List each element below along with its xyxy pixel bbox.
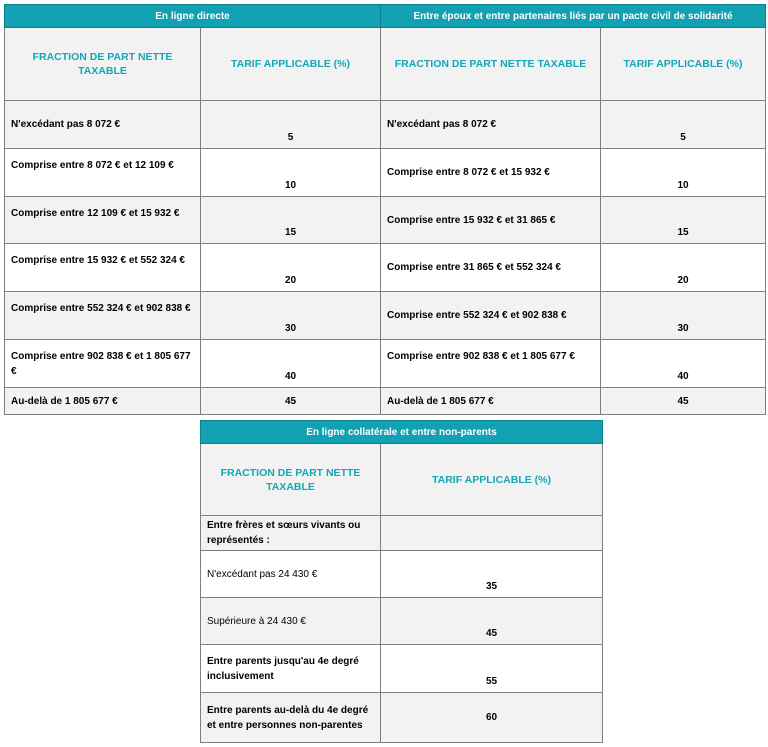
direct-bracket-rate: 10 (201, 149, 381, 197)
collateral-bracket-label: Supérieure à 24 430 € (201, 598, 381, 645)
collateral-bracket-rate: 45 (381, 598, 603, 645)
direct-bracket-rate: 40 (201, 340, 381, 388)
table-row (5, 149, 766, 197)
table-row (5, 388, 766, 415)
spouse-bracket-rate: 10 (601, 149, 766, 197)
direct-tarif-header: TARIF APPLICABLE (%) (201, 28, 381, 101)
collateral-bracket-label: Entre frères et sœurs vivants ou représentés : (201, 516, 381, 551)
direct-bracket-label: Comprise entre 15 932 € et 552 324 € (5, 244, 201, 292)
direct-bracket-label: Comprise entre 552 324 € et 902 838 € (5, 292, 201, 340)
table-row (5, 244, 766, 292)
spouse-fraction-header: FRACTION DE PART NETTE TAXABLE (381, 28, 601, 101)
collateral-bracket-rate: 55 (381, 645, 603, 693)
direct-line-title: En ligne directe (5, 5, 381, 28)
spouse-bracket-label: Comprise entre 8 072 € et 15 932 € (381, 149, 601, 197)
direct-bracket-rate: 45 (201, 388, 381, 415)
direct-and-spouse-rates-table (4, 4, 766, 415)
collateral-bracket-rate: 35 (381, 551, 603, 598)
collateral-title: En ligne collatérale et entre non-parents (201, 421, 603, 444)
collateral-rates-table (200, 420, 603, 743)
spouse-bracket-label: Comprise entre 15 932 € et 31 865 € (381, 197, 601, 244)
table-row (201, 645, 603, 693)
spouse-bracket-label: Comprise entre 902 838 € et 1 805 677 € (381, 340, 601, 388)
table-row (5, 340, 766, 388)
direct-bracket-label: Comprise entre 902 838 € et 1 805 677 € (5, 340, 201, 388)
spouse-bracket-rate: 15 (601, 197, 766, 244)
spouse-bracket-rate: 45 (601, 388, 766, 415)
collateral-bracket-rate (381, 516, 603, 551)
direct-bracket-rate: 5 (201, 101, 381, 149)
direct-bracket-label: Comprise entre 8 072 € et 12 109 € (5, 149, 201, 197)
direct-fraction-header: FRACTION DE PART NETTE TAXABLE (5, 28, 201, 101)
spouse-bracket-label: Comprise entre 552 324 € et 902 838 € (381, 292, 601, 340)
direct-bracket-rate: 15 (201, 197, 381, 244)
table-row (201, 516, 603, 551)
spouse-bracket-rate: 40 (601, 340, 766, 388)
spouse-bracket-label: N'excédant pas 8 072 € (381, 101, 601, 149)
collateral-bracket-rate: 60 (381, 693, 603, 743)
direct-bracket-rate: 30 (201, 292, 381, 340)
collateral-bracket-label: Entre parents au-delà du 4e degré et entre personnes non-parentes (201, 693, 381, 743)
direct-bracket-label: Comprise entre 12 109 € et 15 932 € (5, 197, 201, 244)
table-row (5, 292, 766, 340)
table-row (5, 101, 766, 149)
collateral-bracket-label: N'excédant pas 24 430 € (201, 551, 381, 598)
spouse-bracket-rate: 5 (601, 101, 766, 149)
spouse-bracket-rate: 20 (601, 244, 766, 292)
collateral-bracket-label: Entre parents jusqu'au 4e degré inclusivement (201, 645, 381, 693)
spouse-bracket-label: Comprise entre 31 865 € et 552 324 € (381, 244, 601, 292)
collateral-tarif-header: TARIF APPLICABLE (%) (381, 444, 603, 516)
table-row (201, 551, 603, 598)
direct-bracket-label: Au-delà de 1 805 677 € (5, 388, 201, 415)
spouse-bracket-label: Au-delà de 1 805 677 € (381, 388, 601, 415)
spouse-bracket-rate: 30 (601, 292, 766, 340)
spouse-tarif-header: TARIF APPLICABLE (%) (601, 28, 766, 101)
table-row (5, 197, 766, 244)
collateral-fraction-header: FRACTION DE PART NETTE TAXABLE (201, 444, 381, 516)
direct-bracket-label: N'excédant pas 8 072 € (5, 101, 201, 149)
table-row (201, 598, 603, 645)
table-row (201, 693, 603, 743)
spouse-pacs-title: Entre époux et entre partenaires liés par un pacte civil de solidarité (381, 5, 766, 28)
direct-bracket-rate: 20 (201, 244, 381, 292)
